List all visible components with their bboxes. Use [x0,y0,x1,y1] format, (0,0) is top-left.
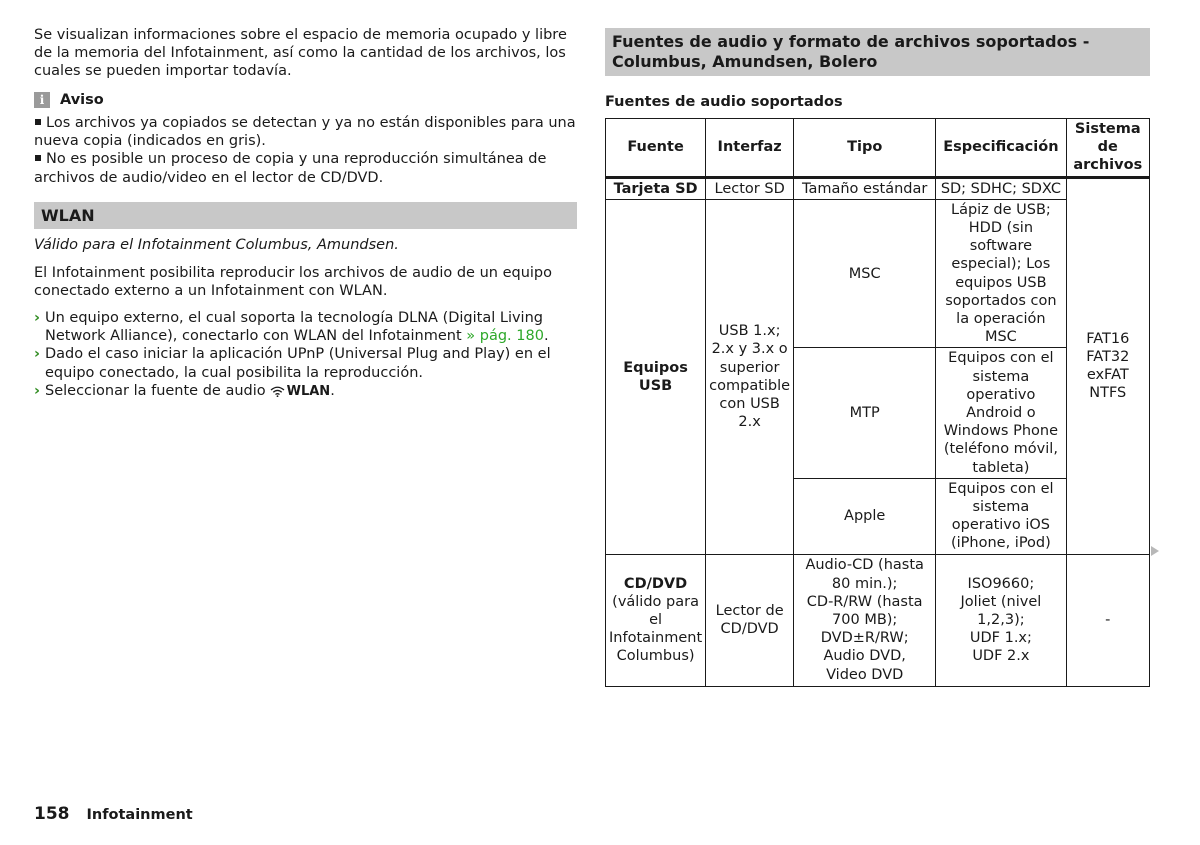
wlan-validity-note: Válido para el Infotainment Columbus, Amundsen. [34,237,399,253]
intro-paragraph: Se visualizan informaciones sobre el espacio de memoria ocupado y libre de la memoria del Infotainment, así como la cantidad de los archivos, los cuales se pueden importar todavía. [34,27,567,80]
cell-tipo: Audio-CD (hasta 80 min.); CD-R/RW (hasta 700 MB); DVD±R/RW; Audio DVD, Video DVD [794,554,936,686]
table-caption: Fuentes de audio soportados [605,94,843,110]
page-footer [34,804,193,824]
cell-sistema-archivos: - [1066,554,1149,686]
cell-interfaz: Lector de CD/DVD [706,554,794,686]
cell-fuente: Equipos USB [606,199,706,554]
audio-sources-table [605,118,1150,687]
aviso-heading [34,92,104,108]
cell-tipo: MSC [794,199,936,348]
aviso-item: Los archivos ya copiados se detectan y ya no están disponibles para una nueva copia (indicados en gris). [34,115,576,150]
cell-especificacion: Equipos con el sistema operativo Android o Windows Phone (teléfono móvil, tableta) [936,348,1066,478]
cell-especificacion: ISO9660; Joliet (nivel 1,2,3); UDF 1.x; UDF 2.x [936,554,1066,686]
cell-sistema-archivos: FAT16 FAT32 exFAT NTFS [1066,177,1149,554]
cell-interfaz: USB 1.x; 2.x y 3.x o superior compatible con USB 2.x [706,199,794,554]
bullet-square-icon [35,155,41,161]
wlan-steps [34,309,577,402]
step-arrow-icon: › [34,346,40,363]
cell-tipo: Apple [794,478,936,554]
cell-interfaz: Lector SD [706,177,794,199]
cell-especificacion: SD; SDHC; SDXC [936,177,1066,199]
page-reference-link[interactable]: » pág. 180 [466,328,544,345]
step-arrow-icon: › [34,310,40,326]
wlan-keyword: WLAN [286,383,331,399]
cell-tipo: MTP [794,348,936,478]
table-header-row [606,119,1150,178]
header-tipo: Tipo [794,119,936,178]
section-name: Infotainment [86,807,193,823]
step-item: › Seleccionar la fuente de audio WLAN. [34,382,577,402]
table-row-sd [606,177,1150,199]
wlan-description: El Infotainment posibilita reproducir los archivos de audio de un equipo conectado externo a un Infotainment con WLAN. [34,265,552,300]
step-item: › Dado el caso iniciar la aplicación UPnP (Universal Plug and Play) en el equipo conectado, la cual posibilita la reproducción. [34,346,551,381]
info-icon: i [34,92,50,108]
cell-fuente: Tarjeta SD [606,177,706,199]
step-item: › Un equipo externo, el cual soporta la tecnología DLNA (Digital Living Network Alliance), conectarlo con WLAN del Infotainment » pág. 180. [34,310,549,345]
cell-fuente: CD/DVD (válido para el Infotainment Columbus) [606,554,706,686]
header-fuente: Fuente [606,119,706,178]
bullet-square-icon [35,119,41,125]
cell-especificacion: Equipos con el sistema operativo iOS (iPhone, iPod) [936,478,1066,554]
step-arrow-icon: › [34,382,40,399]
section-heading: Fuentes de audio y formato de archivos soportados - Columbus, Amundsen, Bolero [605,28,1150,76]
cell-especificacion: Lápiz de USB; HDD (sin software especial); Los equipos USB soportados con la operación MSC [936,199,1066,348]
page-number: 158 [34,804,70,824]
triangle-right-icon [1151,546,1159,556]
header-sistema-archivos: Sistema de archivos [1066,119,1149,178]
header-interfaz: Interfaz [706,119,794,178]
aviso-item: No es posible un proceso de copia y una reproducción simultánea de archivos de audio/video en el lector de CD/DVD. [34,151,547,186]
wlan-heading: WLAN [34,202,577,229]
table-row-cd-dvd [606,554,1150,686]
aviso-title: Aviso [60,92,104,108]
header-especificacion: Especificación [936,119,1066,178]
wifi-icon [270,384,285,402]
cell-tipo: Tamaño estándar [794,177,936,199]
aviso-list [34,114,577,187]
